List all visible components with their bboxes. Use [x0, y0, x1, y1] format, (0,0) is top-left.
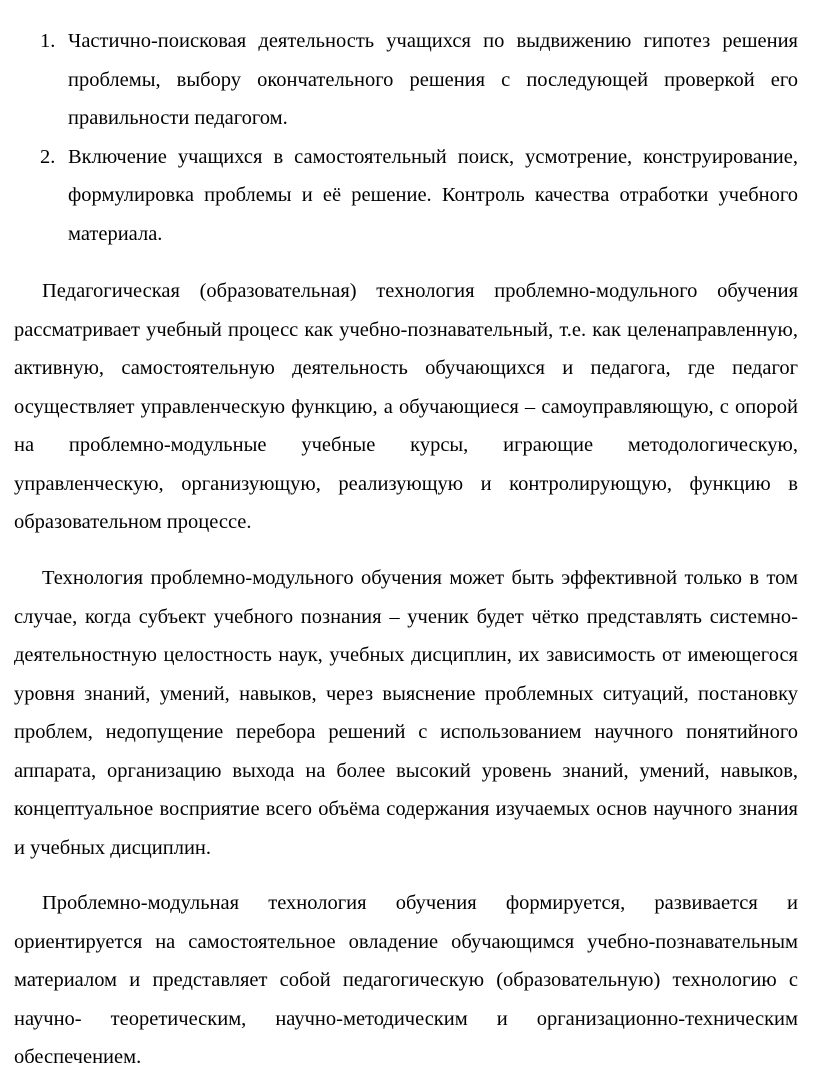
list-item-number: 2.	[40, 145, 56, 168]
list-item	[0, 22, 816, 138]
list-item-number: 1.	[40, 30, 56, 52]
numbered-list	[0, 22, 816, 253]
list-item-text: Частично-поисковая деятельность учащихся по выдвижению гипотез решения проблемы, выбору окончательного решения с последующей проверкой его правильности педагогом.	[68, 30, 798, 129]
paragraph-technology-effectiveness: Технология проблемно-модульного обучения может быть эффективной только в том случае, когда субъект учебного познания – ученик будет чётко представлять системно-деятельностную целостность наук, учебных дисциплин, их зависимость от имеющегося уровня знаний, умений, навыков, через выяснение проблемных ситуаций, постановку проблем, недопущение перебора решений с использованием научного понятийного аппарата, организацию выхода на более высокий уровень знаний, умений, навыков, концептуальное восприятие всего объёма содержания изучаемых основ научного знания и учебных дисциплин.	[14, 567, 798, 859]
paragraph-technology-definition: Педагогическая (образовательная) технология проблемно-модульного обучения рассматривает учебный процесс как учебно-познавательный, т.е. как целенаправленную, активную, самостоятельную деятельность обучающихся и педагога, где педагог осуществляет управленческую функцию, а обучающиеся – самоуправляющую, с опорой на проблемно-модульные учебные курсы, играющие методологическую, управленческую, организующую, реализующую и контролирующую, функцию в образовательном процессе.	[14, 280, 798, 533]
paragraph-technology-formation: Проблемно-модульная технология обучения формируется, развивается и ориентируется на самостоятельное овладение обучающимся учебно-познавательным материалом и представляет собой педагогическую (образовательную) технологию с научно- теоретическим, научно-методическим и организационно-техническим обеспечением.	[14, 892, 798, 1068]
list-item	[0, 138, 816, 254]
list-item-text: Включение учащихся в самостоятельный поиск, усмотрение, конструирование, формулировка проблемы и её решение. Контроль качества отработки учебного материала.	[68, 145, 798, 245]
